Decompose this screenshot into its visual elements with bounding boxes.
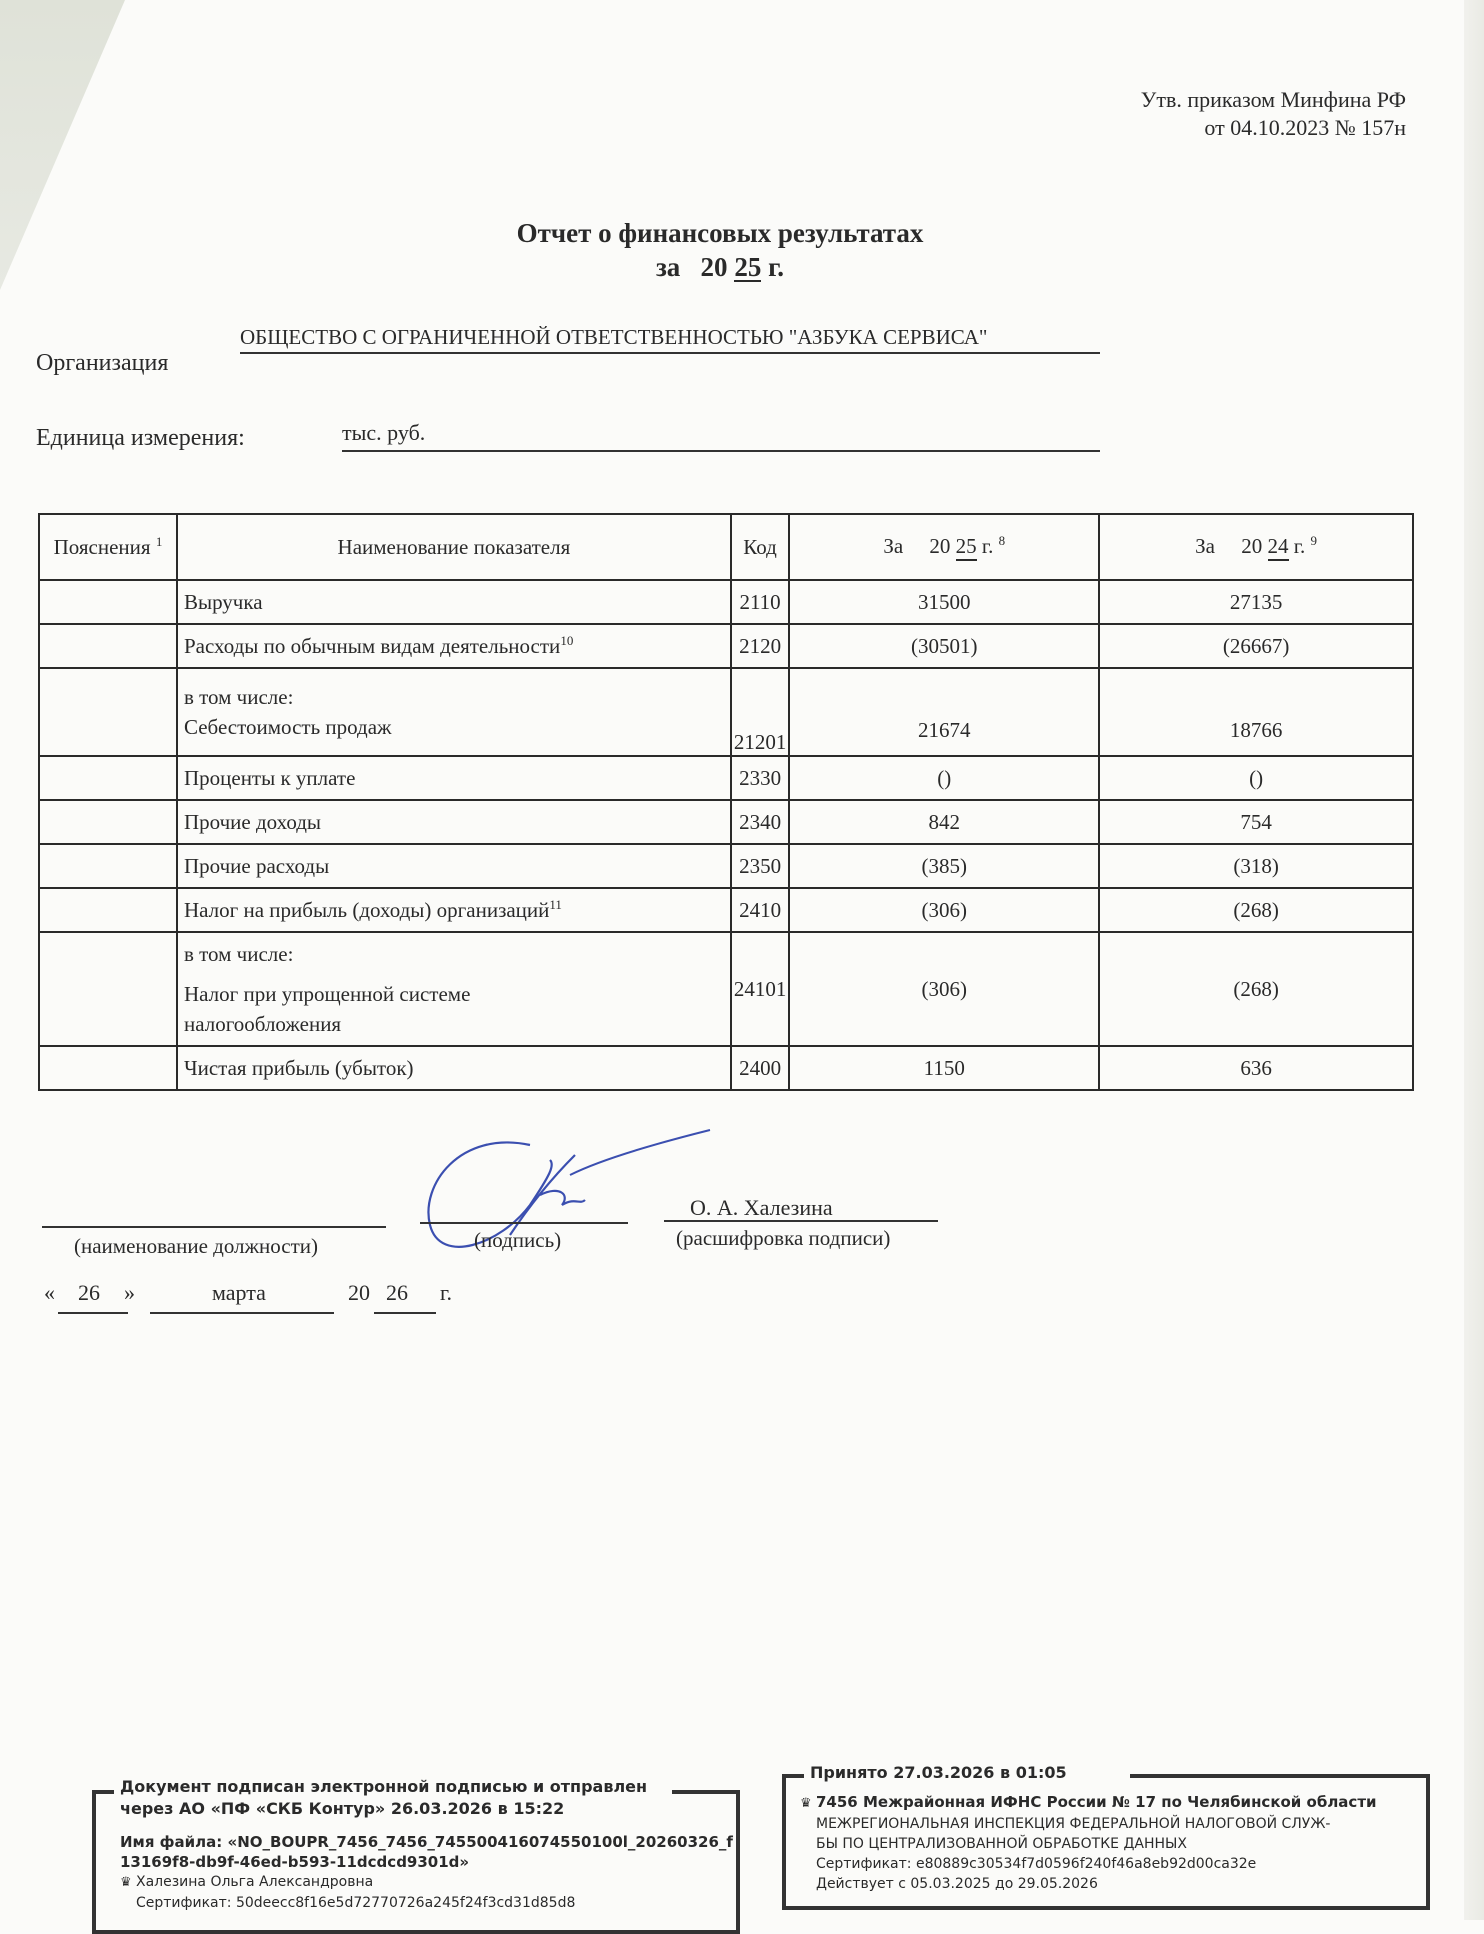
sign-date-year-prefix: 20 [348,1280,370,1305]
header-current-year: За 20 25 г. $^8$ [789,514,1099,580]
header-name: Наименование показателя [177,514,731,580]
table-row [39,1046,1413,1090]
row-current: (30501) [789,624,1099,668]
header-notes: Пояснения $^1$ [39,514,177,580]
row-notes [39,624,177,668]
row-prior: 754 [1099,800,1413,844]
stamp-org-line-2: БЫ ПО ЦЕНТРАЛИЗОВАННОЙ ОБРАБОТКЕ ДАННЫХ [816,1836,1187,1852]
row-name: в том числе: Налог при упрощенной системе налогообложения [177,932,731,1046]
row-current: 21674 [789,668,1099,756]
signature-line [420,1222,628,1224]
signature-caption: (подпись) [474,1228,562,1252]
row-code: 24101 [731,932,790,1046]
row-prior: 18766 [1099,668,1413,756]
row-notes [39,800,177,844]
table-row [39,756,1413,800]
row-current: (385) [789,844,1099,888]
row-name: Налог на прибыль (доходы) организаций$^{11}$ [177,888,731,932]
stamp-sent-header: Документ подписан электронной подписью и отправлен через АО «ПФ «СКБ Контур» 26.03.2026 в 15:22 [114,1776,653,1820]
table-row [39,668,1413,756]
table-row [39,888,1413,932]
e-signature-stamp [92,1777,740,1934]
month-line [150,1312,334,1314]
row-prior: () [1099,756,1413,800]
seal-icon: ♛ [120,1875,132,1890]
row-code: 2110 [731,580,790,624]
signer-name-caption: (расшифровка подписи) [676,1226,891,1250]
approval-note [1141,86,1406,142]
row-code: 2350 [731,844,790,888]
row-prior: 636 [1099,1046,1413,1090]
row-name: Проценты к уплате [177,756,731,800]
header-prior-year: За 20 24 г. $^9$ [1099,514,1413,580]
row-current: 842 [789,800,1099,844]
stamp-file-line-2: 13169f8-db9f-46ed-b593-11dcdcd9301d» [120,1853,470,1871]
signer-name-line [664,1220,938,1222]
approval-line-1: Утв. приказом Минфина РФ [1140,87,1406,112]
report-title [0,216,1440,284]
table-row [39,624,1413,668]
row-code: 2120 [731,624,790,668]
table-row [39,800,1413,844]
financial-results-table [38,513,1414,1091]
row-notes [39,1046,177,1090]
approval-line-2: от 04.10.2023 № 157н [1204,115,1406,140]
title-line-1: Отчет о финансовых результатах [516,218,924,248]
row-prior: (268) [1099,932,1413,1046]
row-code: 21201 [731,668,790,756]
position-caption: (наименование должности) [74,1234,319,1258]
stamp-certificate: Сертификат: 50deecc8f16e5d72770726a245f24f3cd31d85d8 [136,1895,576,1911]
row-notes [39,932,177,1046]
row-prior: 27135 [1099,580,1413,624]
row-notes [39,888,177,932]
row-current: 31500 [789,580,1099,624]
seal-icon: ♛ [800,1796,812,1811]
title-prefix: за 20 [655,252,728,282]
row-current: () [789,756,1099,800]
stamp-sent-body [120,1832,733,1913]
row-code: 2400 [731,1046,790,1090]
stamp-authority: ♛ 7456 Межрайонная ИФНС России № 17 по Челябинской области [800,1792,1377,1814]
signer-name: О. А. Халезина [690,1195,833,1220]
page-edge [1464,0,1484,1920]
sign-date-year: 26 [386,1280,408,1305]
title-suffix: г. [768,252,785,282]
stamp-org-line-1: МЕЖРЕГИОНАЛЬНАЯ ИНСПЕКЦИЯ ФЕДЕРАЛЬНОЙ НАЛОГОВОЙ СЛУЖ- [816,1816,1331,1832]
row-code: 2330 [731,756,790,800]
organization-label: Организация [36,350,169,376]
row-name: Чистая прибыль (убыток) [177,1046,731,1090]
acceptance-stamp [782,1763,1430,1910]
header-code: Код [731,514,790,580]
sign-date-year-suffix: г. [440,1280,453,1305]
row-current: (306) [789,932,1099,1046]
sign-date: « [44,1280,55,1305]
row-name: Прочие расходы [177,844,731,888]
row-notes [39,844,177,888]
stamp-accepted-body [800,1792,1377,1894]
sign-date-month: марта [212,1280,266,1305]
stamp-valid-period: Действует с 05.03.2025 до 29.05.2026 [816,1876,1098,1892]
table-header-row [39,514,1413,580]
row-code: 2410 [731,888,790,932]
row-code: 2340 [731,800,790,844]
table-row [39,844,1413,888]
stamp-accepted-certificate: Сертификат: e80889c30534f7d0596f240f46a8eb92d00ca32e [816,1856,1257,1872]
row-name: в том числе: Себестоимость продаж [177,668,731,756]
stamp-accepted-header: Принято 27.03.2026 в 01:05 [804,1762,1073,1784]
row-prior: (318) [1099,844,1413,888]
unit-label: Единица измерения: [36,425,245,451]
row-prior: (268) [1099,888,1413,932]
row-notes [39,668,177,756]
row-notes [39,756,177,800]
day-line [58,1312,128,1314]
sign-date-close: » [124,1280,135,1305]
year-line [374,1312,436,1314]
stamp-signer: ♛ Халезина Ольга Александровна [120,1872,733,1893]
organization-value: ОБЩЕСТВО С ОГРАНИЧЕННОЙ ОТВЕТСТВЕННОСТЬЮ "АЗБУКА СЕРВИСА" [240,324,1100,354]
stamp-file-line-1: Имя файла: «NO_BOUPR_7456_7456_745500416074550100l_20260326_f [120,1833,733,1851]
unit-value: тыс. руб. [342,420,1100,452]
title-line-2 [0,250,1440,284]
row-name: Расходы по обычным видам деятельности$^{10}$ [177,624,731,668]
row-name: Выручка [177,580,731,624]
row-current: 1150 [789,1046,1099,1090]
row-current: (306) [789,888,1099,932]
table-row [39,580,1413,624]
title-year: 25 [734,252,762,282]
row-name: Прочие доходы [177,800,731,844]
table-row [39,932,1413,1046]
sign-date-day: 26 [78,1280,100,1305]
row-notes [39,580,177,624]
position-line [42,1226,386,1228]
row-prior: (26667) [1099,624,1413,668]
